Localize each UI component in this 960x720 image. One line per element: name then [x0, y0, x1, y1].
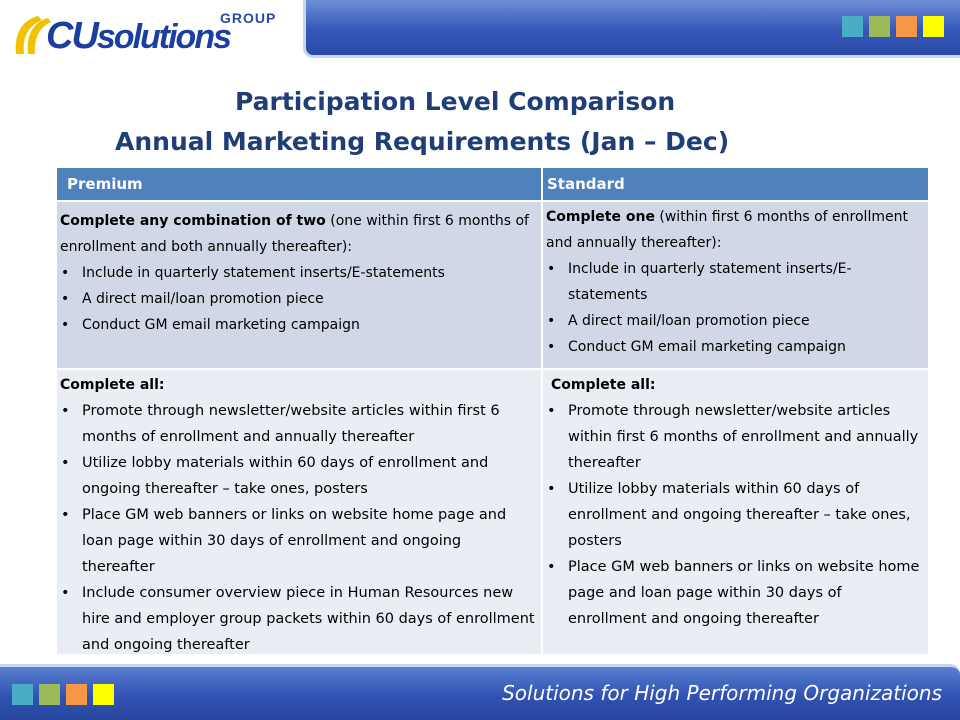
comparison-table	[57, 168, 928, 654]
logo-solutions: solutions	[96, 18, 230, 56]
standard-lead-bold: Complete one	[546, 209, 655, 225]
header-band	[303, 0, 960, 58]
list-item: • Include in quarterly statement inserts/E-statements	[543, 256, 928, 308]
list-item: • Place GM web banners or links on website home page and loan page within 30 days of enrollment and ongoing thereafter	[543, 554, 928, 632]
teal-square	[842, 16, 863, 37]
list-item: • Place GM web banners or links on website home page and loan page within 30 days of enrollment and ongoing thereafter	[57, 502, 541, 580]
teal-square	[12, 684, 33, 705]
standard-lead-rest: (within first 6 months of enrollment and annually thereafter):	[546, 209, 908, 251]
header-standard: Standard	[543, 168, 928, 200]
footer-color-squares	[12, 684, 114, 705]
standard-lead	[543, 204, 928, 256]
orange-square	[66, 684, 87, 705]
standard-all-list	[543, 398, 928, 632]
list-item: • Conduct GM email marketing campaign	[543, 334, 928, 360]
premium-all-lead: Complete all:	[60, 377, 165, 393]
orange-square	[896, 16, 917, 37]
yellow-square	[923, 16, 944, 37]
list-item: • Include consumer overview piece in Human Resources new hire and employer group packets within 60 days of enrollment and ongoing thereafter	[57, 580, 541, 658]
premium-lead-rest: (one within first 6 months of enrollment and both annually thereafter):	[60, 213, 529, 255]
premium-choice-list	[57, 260, 541, 338]
list-item: • Promote through newsletter/website articles within first 6 months of enrollment and annually thereafter	[543, 398, 928, 476]
footer-band	[0, 664, 960, 720]
list-item: • Utilize lobby materials within 60 days of enrollment and ongoing thereafter – take ones, posters	[543, 476, 928, 554]
standard-all-lead: Complete all:	[551, 377, 656, 393]
title-line-2: Annual Marketing Requirements (Jan – Dec)	[115, 127, 730, 156]
green-square	[39, 684, 60, 705]
standard-all-cell	[543, 370, 928, 654]
yellow-square	[93, 684, 114, 705]
list-item: • Promote through newsletter/website articles within first 6 months of enrollment and annually thereafter	[57, 398, 541, 450]
premium-lead-bold: Complete any combination of two	[60, 213, 326, 229]
list-item: • Conduct GM email marketing campaign	[57, 312, 541, 338]
footer-tagline: Solutions for High Performing Organizations	[502, 681, 942, 705]
premium-requirements-cell	[57, 202, 541, 368]
list-item: • A direct mail/loan promotion piece	[57, 286, 541, 312]
green-square	[869, 16, 890, 37]
list-item: • Utilize lobby materials within 60 days of enrollment and ongoing thereafter – take ones, posters	[57, 450, 541, 502]
list-item: • Include in quarterly statement inserts/E-statements	[57, 260, 541, 286]
logo-wordmark	[46, 16, 230, 57]
premium-lead	[57, 208, 541, 260]
cusolutions-logo	[8, 10, 288, 56]
logo-cu: CU	[46, 15, 97, 57]
list-item: • A direct mail/loan promotion piece	[543, 308, 928, 334]
standard-requirements-cell	[543, 202, 928, 368]
premium-all-list	[57, 398, 541, 658]
header-color-squares	[842, 16, 944, 37]
standard-choice-list	[543, 256, 928, 360]
logo-group: GROUP	[220, 10, 277, 26]
title-line-1: Participation Level Comparison	[235, 87, 676, 116]
header-premium: Premium	[57, 168, 541, 200]
premium-all-cell	[57, 370, 541, 654]
